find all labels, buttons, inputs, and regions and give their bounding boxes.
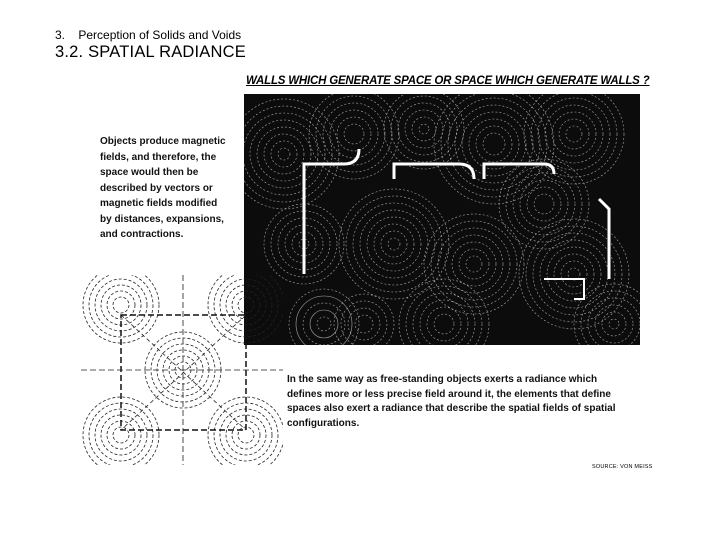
wall-line <box>304 149 359 274</box>
radiance-ring <box>499 159 589 249</box>
radiance-ring <box>244 113 325 195</box>
callout-text: Objects produce magnetic fields, and therefore, the space would then be described by vectors or magnetic fields modified by distances, expansions, and contractions. <box>100 136 226 240</box>
sketch-ring <box>238 297 254 313</box>
radiance-ring <box>334 294 394 345</box>
radiance-circles <box>244 94 640 345</box>
radiance-ring <box>533 233 615 315</box>
radiance-ring <box>353 203 435 285</box>
sketch-ring <box>208 275 283 343</box>
radiance-ring <box>317 317 331 331</box>
radiance-ring <box>309 94 399 179</box>
radiance-ring <box>462 112 526 176</box>
radiance-ring <box>413 293 475 345</box>
radiance-ring <box>278 148 290 160</box>
radiance-ring <box>419 124 429 134</box>
radiance-ring <box>609 319 619 329</box>
radiance-ring <box>310 310 338 338</box>
radiance-ring <box>431 221 517 307</box>
radiance-ring <box>405 110 443 148</box>
wall-line <box>394 164 474 179</box>
radiance-ring <box>388 238 400 250</box>
radiance-ring <box>466 256 482 272</box>
radiance-ring <box>271 141 297 167</box>
radiance-ring <box>355 315 373 333</box>
radiance-ring <box>323 103 385 165</box>
radiance-ring <box>264 134 304 174</box>
radiance-ring <box>581 291 640 345</box>
radiance-ring <box>476 126 512 162</box>
radiance-ring <box>559 119 589 149</box>
radiance-ring <box>445 235 503 293</box>
radiance-ring <box>455 105 533 183</box>
radiance-ring <box>434 94 554 204</box>
radiance-ring <box>534 194 554 214</box>
radiance-ring <box>424 214 524 314</box>
radiance-ring <box>483 133 505 155</box>
radiance-ring <box>303 303 345 345</box>
radiance-ring <box>519 219 629 329</box>
sketch-ring <box>113 297 129 313</box>
sketch-ring <box>220 279 272 331</box>
sketch-ring <box>232 291 260 319</box>
sketch-diagonal <box>121 315 246 430</box>
radiance-ring <box>384 94 464 169</box>
radiance-ring <box>513 173 575 235</box>
radiance-ring <box>595 305 633 343</box>
radiance-ring <box>441 94 547 197</box>
radiance-ring <box>412 117 436 141</box>
radiance-diagram <box>244 94 640 345</box>
radiance-ring <box>452 242 496 286</box>
wall-line <box>599 199 609 279</box>
wall-line <box>544 279 584 299</box>
radiance-ring <box>374 224 414 264</box>
plan-sketch <box>81 275 283 465</box>
radiance-ring <box>527 187 561 221</box>
radiance-ring <box>469 119 519 169</box>
radiance-ring <box>434 314 454 334</box>
sketch-ring <box>214 403 278 465</box>
radiance-ring <box>438 228 510 300</box>
radiance-ring <box>367 217 421 271</box>
section-title: Perception of Solids and Voids <box>78 28 242 42</box>
radiance-ring <box>459 249 489 279</box>
breadcrumb <box>55 28 241 42</box>
radiance-ring <box>250 120 318 188</box>
radiance-ring <box>427 307 461 341</box>
figure-heading: WALLS WHICH GENERATE SPACE OR SPACE WHICH GENERATE WALLS ? <box>246 75 650 87</box>
radiance-ring <box>296 296 352 345</box>
radiance-ring <box>554 254 594 294</box>
sketch-ring <box>89 275 153 337</box>
radiance-ring <box>506 166 582 242</box>
section-number: 3. <box>55 28 66 42</box>
source-credit: SOURCE: VON MEISS <box>592 464 653 470</box>
radiance-ring <box>566 126 582 142</box>
radiance-ring <box>348 308 380 340</box>
radiance-ring <box>540 240 608 308</box>
radiance-ring <box>545 105 603 163</box>
radiance-ring <box>547 247 601 301</box>
radiance-ring <box>381 231 407 257</box>
radiance-ring <box>399 279 489 345</box>
radiance-ring <box>344 124 364 144</box>
radiance-ring <box>602 312 626 336</box>
radiance-ring <box>398 103 450 155</box>
radiance-ring <box>337 117 371 151</box>
radiance-ring <box>339 189 449 299</box>
radiance-ring <box>346 196 442 292</box>
radiance-ring <box>552 112 596 156</box>
radiance-ring <box>360 210 428 278</box>
page-title: 3.2. SPATIAL RADIANCE <box>55 43 246 61</box>
radiance-ring <box>391 96 457 162</box>
figure-caption: In the same way as free-standing objects exerts a radiance which defines more or less precise field around it, the elements that define spaces also exert a radiance that describe the spatial fields of spatial configurations. <box>287 374 616 429</box>
